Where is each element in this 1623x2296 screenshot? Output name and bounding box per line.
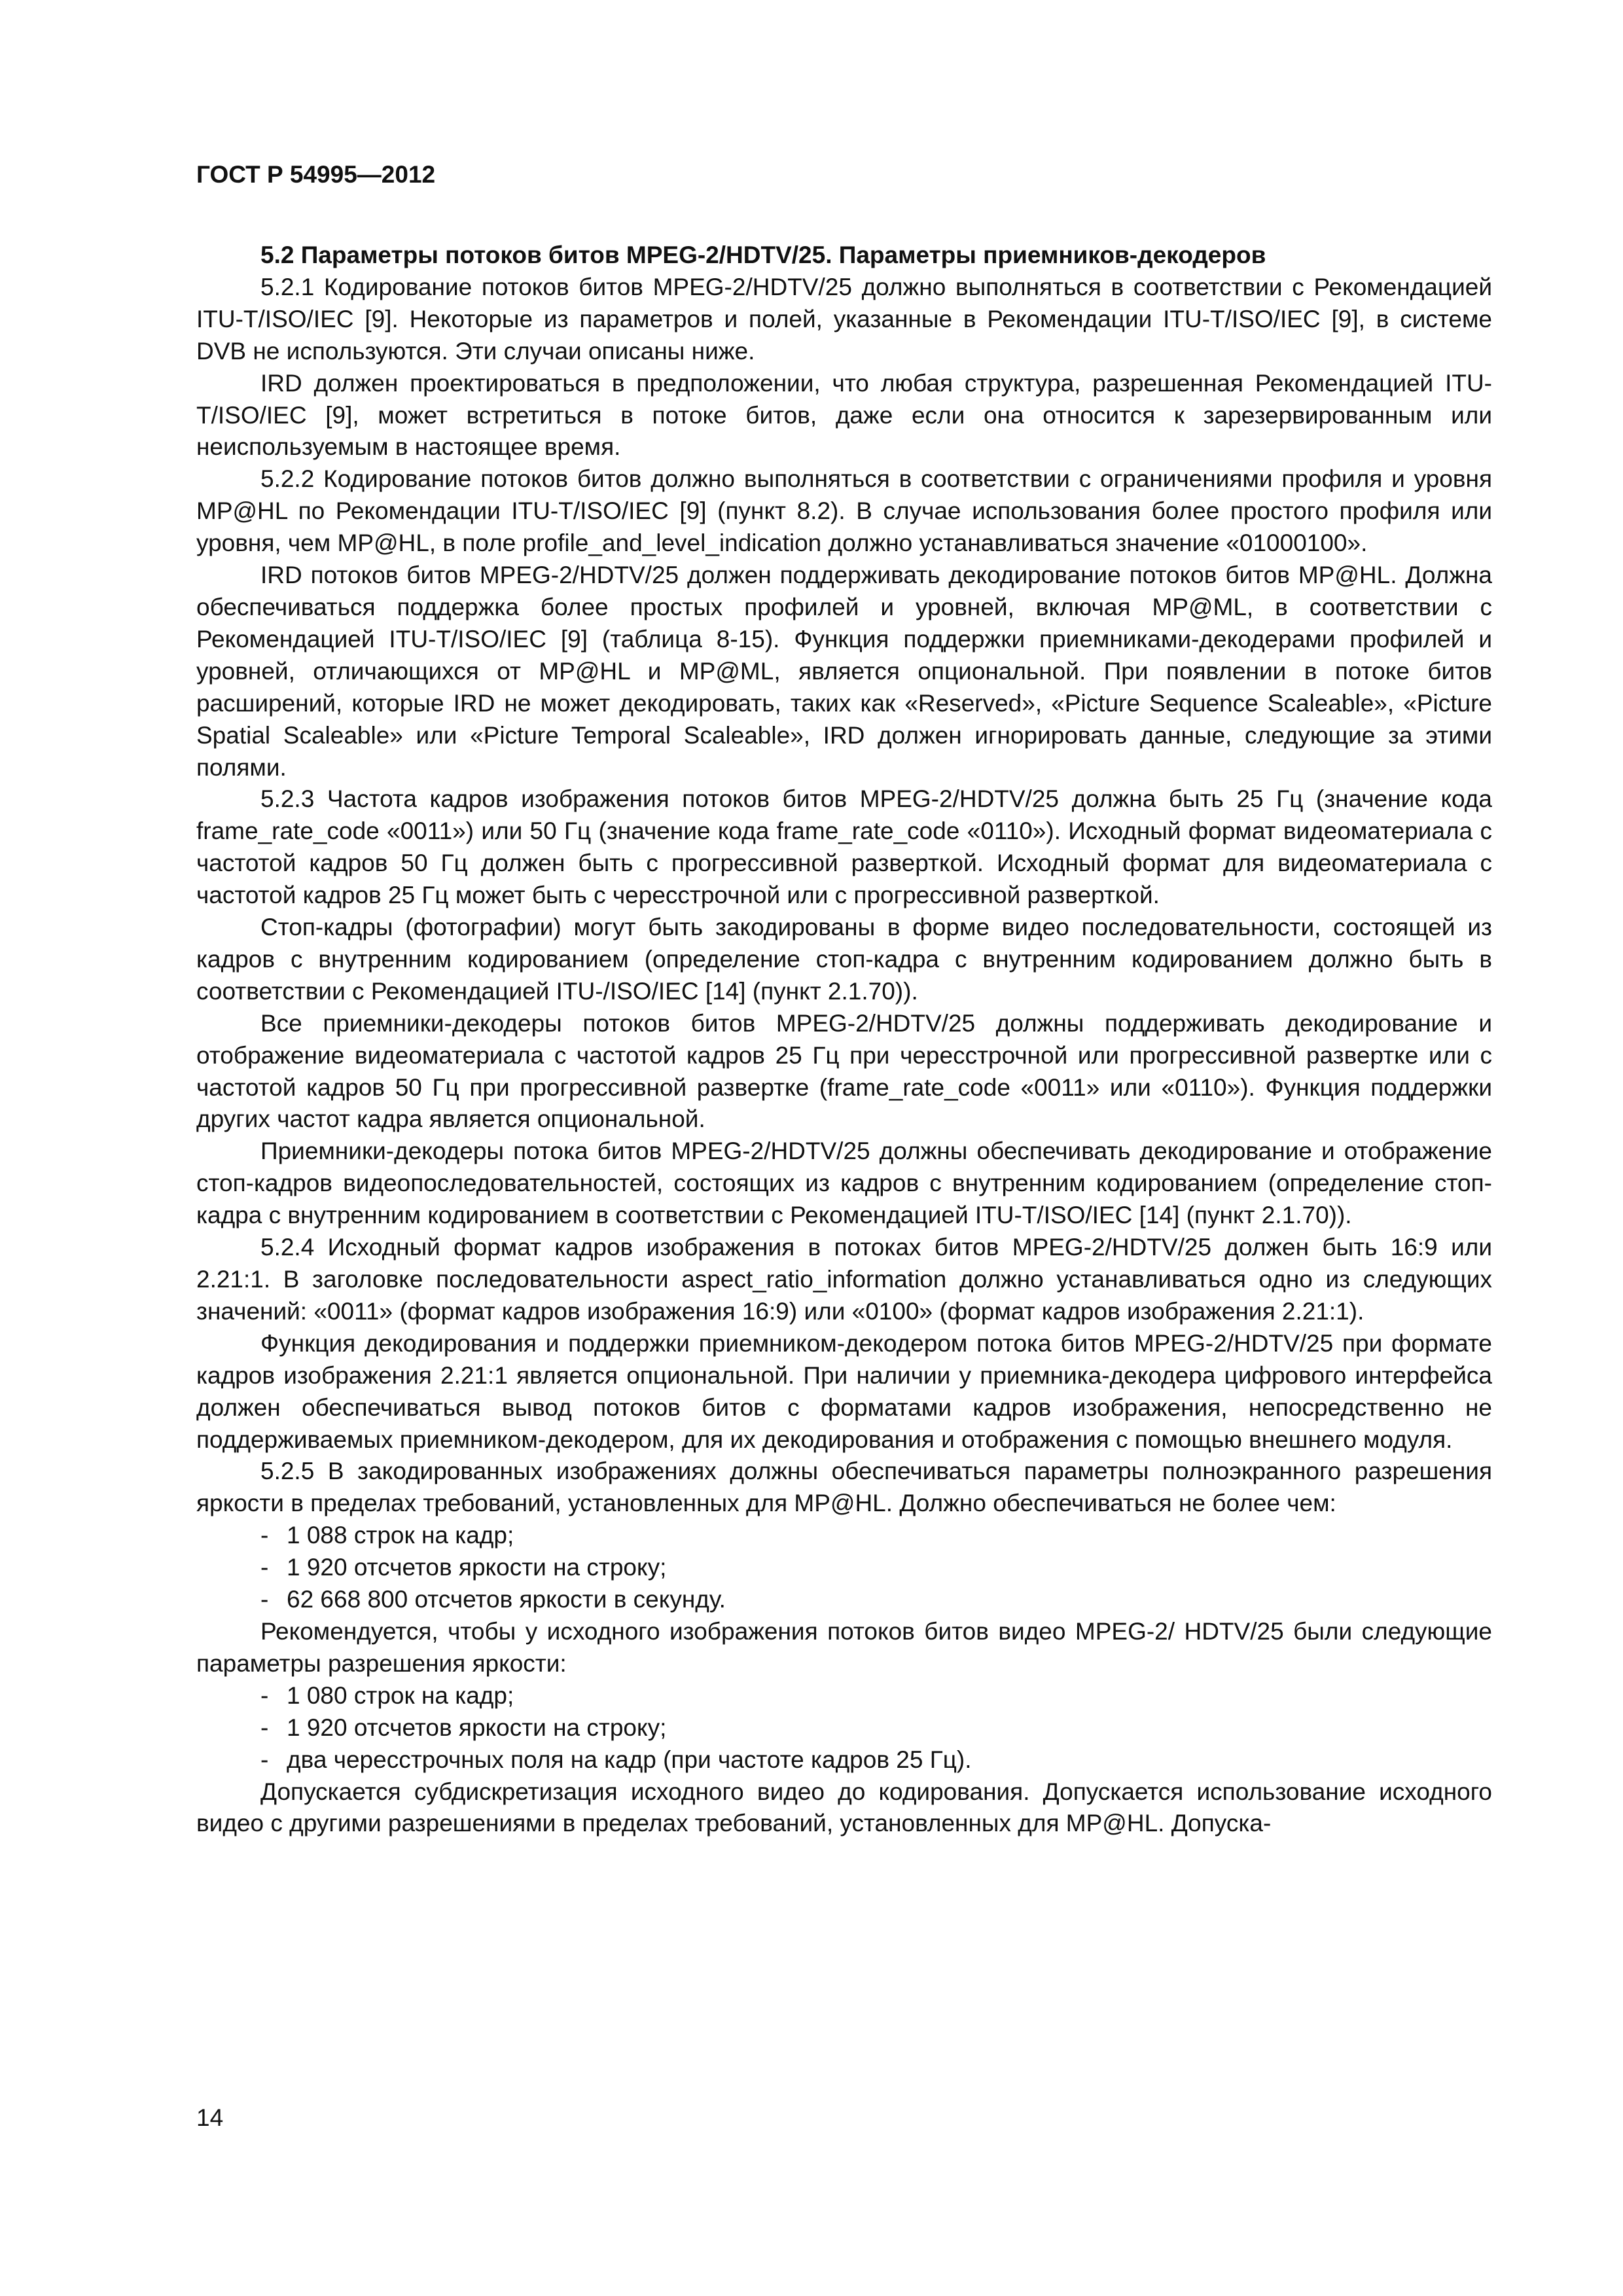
paragraph-5-2-4: 5.2.4 Исходный формат кадров изображения в потоках битов MPEG-2/HDTV/25 должен быть 16:9 или 2.21:1. В заголовке последовательности aspect_ratio_information должно устанавливаться одно из следующих значений: «0011» (формат кадров изображения 16:9) или «0100» (формат кадров изображения 2.21:1). (196, 1234, 1492, 1325)
paragraph-5-2-1: 5.2.1 Кодирование потоков битов MPEG-2/HDTV/25 должно выполняться в соответствии с Рекомендацией ITU-T/ISO/IEC [9]. Некоторые из параметров и полей, указанные в Рекомендации ITU-T/ISO/IEC [9], в системе DVB не используются. Эти случаи описаны ниже. (196, 273, 1492, 365)
list-item: - два чересстрочных поля на кадр (при частоте кадров 25 Гц). (260, 1744, 1492, 1776)
paragraph-still-decoding: Приемники-декодеры потока битов MPEG-2/HDTV/25 должны обеспечивать декодирование и отображение стоп-кадров видеопоследовательностей, состоящих из кадров с внутренним кодированием (определение стоп-кадра с внутренним кодированием в соответствии с Рекомендацией ITU-T/ISO/IEC [14] (пункт 2.1.70)). (196, 1138, 1492, 1229)
list-item: - 62 668 800 отсчетов яркости в секунду. (260, 1584, 1492, 1616)
list-item: - 1 920 отсчетов яркости на строку; (260, 1712, 1492, 1744)
section-title: 5.2 Параметры потоков битов MPEG-2/HDTV/25. Параметры приемников-декодеров (260, 242, 1266, 268)
paragraph-5-2-3: 5.2.3 Частота кадров изображения потоков битов MPEG-2/HDTV/25 должна быть 25 Гц (значение кода frame_rate_code «0011») или 50 Гц (значение кода frame_rate_code «0110»). Исходный формат видеоматериала с частотой кадров 50 Гц должен быть с прогрессивной разверткой. Исходный формат для видеоматериала с частотой кадров 25 Гц может быть с чересстрочной или с прогрессивной разверткой. (196, 785, 1492, 909)
list-dash: - (260, 1746, 269, 1773)
paragraph-5-2-2: 5.2.2 Кодирование потоков битов должно выполняться в соответствии с ограничениями профиля и уровня MP@HL по Рекомендации ITU-T/ISO/IEC [9] (пункт 8.2). В случае использования более простого профиля или уровня, чем MP@HL, в поле profile_and_level_indication должно устанавливаться значение «01000100». (196, 465, 1492, 557)
max-resolution-list (196, 1520, 1492, 1616)
paragraph-aspect-support: Функция декодирования и поддержки приемником-декодером потока битов MPEG-2/HDTV/25 при формате кадров изображения 2.21:1 является опциональной. При наличии у приемника-декодера цифрового интерфейса должен обеспечиваться вывод потоков битов с форматами кадров изображения, непосредственно не поддерживаемых приемником-декодером, для их декодирования и отображения с помощью внешнего модуля. (196, 1329, 1492, 1453)
paragraph-5-2-5: 5.2.5 В закодированных изображениях должны обеспечиваться параметры полноэкранного разрешения яркости в пределах требований, установленных для MP@HL. Должно обеспечиваться не более чем: (196, 1458, 1492, 1517)
list-item: - 1 920 отсчетов яркости на строку; (260, 1552, 1492, 1584)
page-number: 14 (196, 2104, 224, 2131)
list-dash: - (260, 1522, 269, 1549)
paragraph-still-frames: Стоп-кадры (фотографии) могут быть закодированы в форме видео последовательности, состоящей из кадров с внутренним кодированием (определение стоп-кадра с внутренним кодированием должно быть в соответствии с Рекомендацией ITU-/ISO/IEC [14] (пункт 2.1.70)). (196, 914, 1492, 1005)
recommended-resolution-list (196, 1680, 1492, 1776)
list-dash: - (260, 1681, 269, 1709)
list-dash: - (260, 1554, 269, 1581)
list-dash: - (260, 1713, 269, 1741)
paragraph-ird-structure: IRD должен проектироваться в предположении, что любая структура, разрешенная Рекомендацией ITU-T/ISO/IEC [9], может встретиться в потоке битов, даже если она относится к зарезервированным или неиспользуемым в настоящее время. (196, 369, 1492, 461)
document-body (196, 240, 1492, 1840)
paragraph-recommend: Рекомендуется, чтобы у исходного изображения потоков битов видео MPEG-2/ HDTV/25 были следующие параметры разрешения яркости: (196, 1617, 1492, 1677)
paragraph-ird-support: IRD потоков битов MPEG-2/HDTV/25 должен поддерживать декодирование потоков битов MP@HL. Должна обеспечиваться поддержка более простых профилей и уровней, включая MP@ML, в соответствии с Рекомендацией ITU-T/ISO/IEC [9] (таблица 8-15). Функция поддержки приемниками-декодерами профилей и уровней, отличающихся от MP@HL и MP@ML, является опциональной. При появлении в потоке битов расширений, которые IRD не может декодировать, таких как «Reserved», «Picture Sequence Scaleable», «Picture Spatial Scaleable» или «Picture Temporal Scaleable», IRD должен игнорировать данные, следующие за этими полями. (196, 562, 1492, 781)
list-dash: - (260, 1586, 269, 1613)
paragraph-final: Допускается субдискретизация исходного видео до кодирования. Допускается использование исходного видео с другими разрешениями в пределах требований, установленных для MP@HL. Допуска- (196, 1778, 1492, 1837)
list-item: - 1 088 строк на кадр; (260, 1520, 1492, 1552)
document-header: ГОСТ Р 54995—2012 (196, 161, 436, 188)
document-page (196, 160, 1492, 1840)
list-item: - 1 080 строк на кадр; (260, 1680, 1492, 1712)
paragraph-all-decoders: Все приемники-декодеры потоков битов MPEG-2/HDTV/25 должны поддерживать декодирование и отображение видеоматериала с частотой кадров 25 Гц при чересстрочной или прогрессивной развертке или с частотой кадров 50 Гц при прогрессивной развертке (frame_rate_code «0011» или «0110»). Функция поддержки других частот кадра является опциональной. (196, 1009, 1492, 1133)
